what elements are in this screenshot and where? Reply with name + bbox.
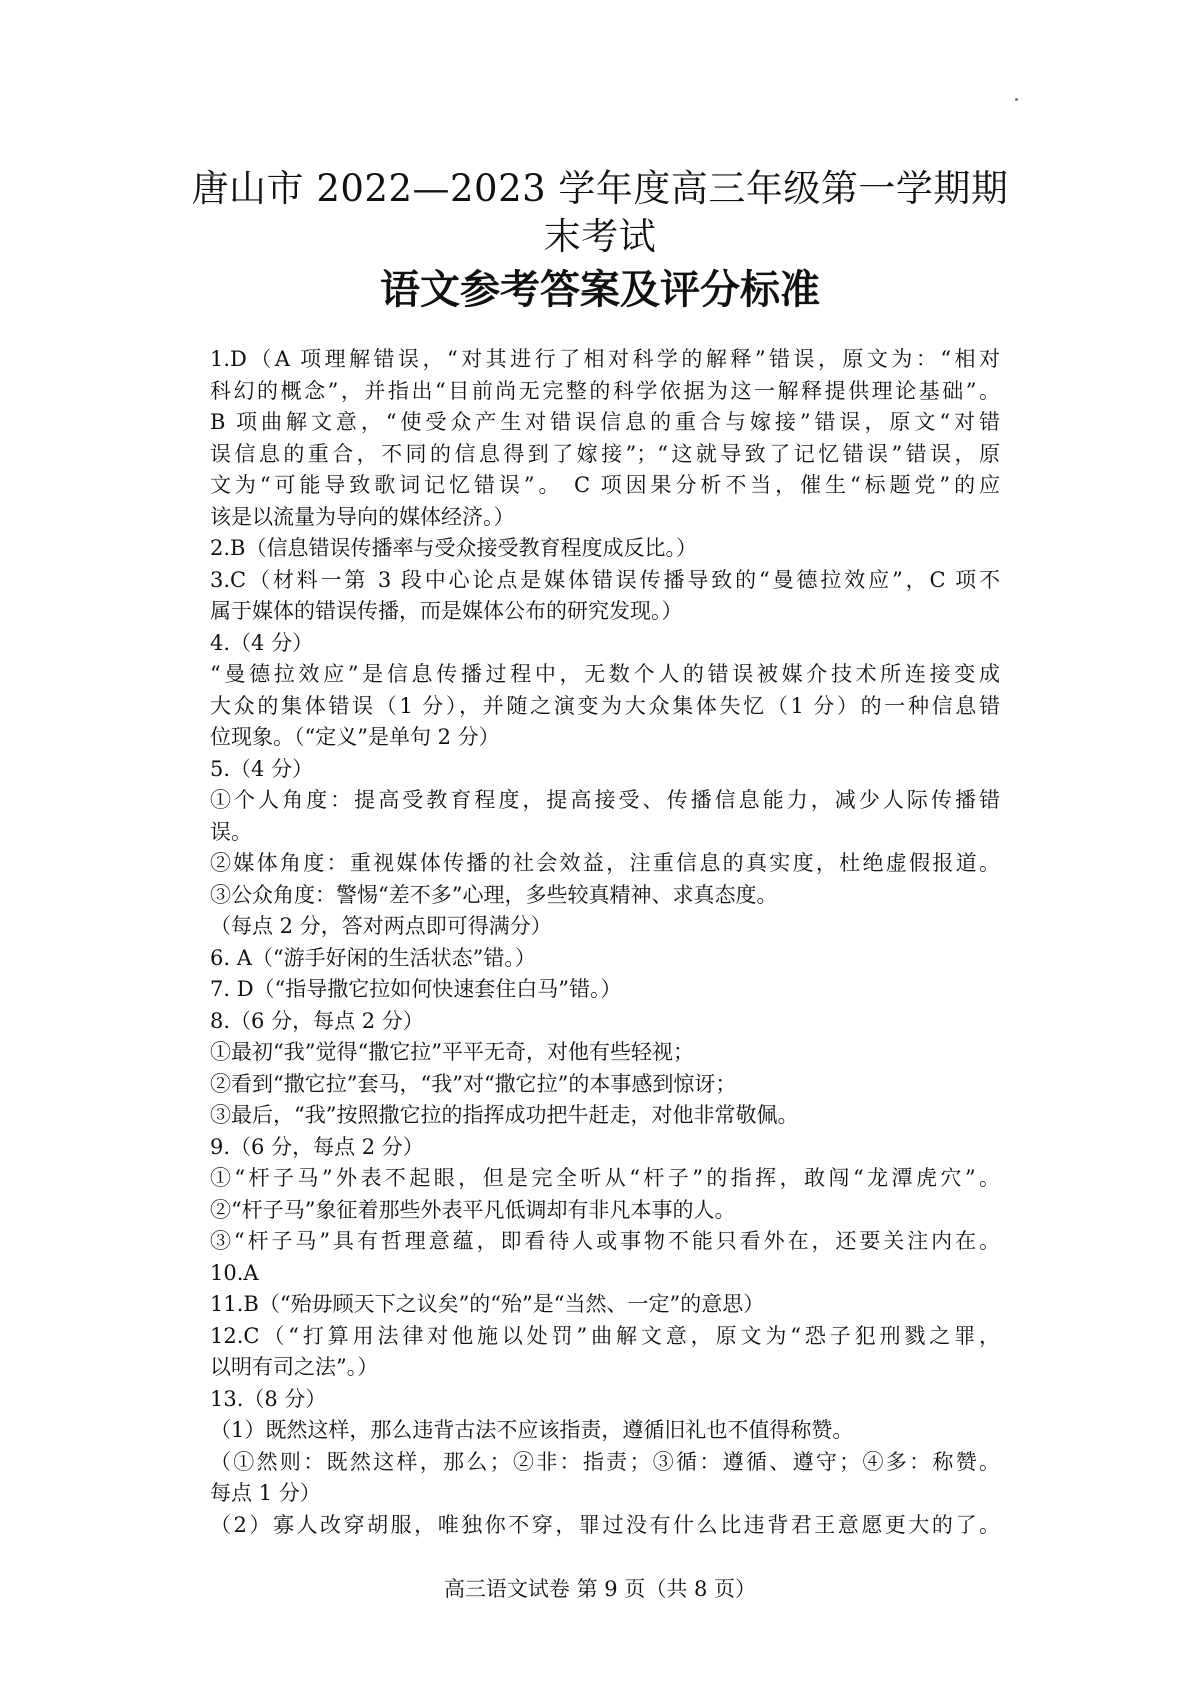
exam-title: 唐山市 2022—2023 学年度高三年级第一学期期末考试	[191, 167, 1009, 258]
answer-line: ③“杆子马”具有哲理意蕴，即看待人或事物不能只看外在，还要关注内在。	[210, 1229, 1000, 1253]
answer-line: ③公众角度：警惕“差不多”心理，多些较真精神、求真态度。	[210, 882, 778, 907]
answer-line: B 项曲解文意，“使受众产生对错误信息的重合与嫁接”错误，原文“对错	[210, 410, 1000, 434]
answer-line: 科幻的概念”，并指出“目前尚无完整的科学依据为这一解释提供理论基础”。	[210, 378, 1000, 403]
answer-line: ①个人角度：提高受教育程度，提高接受、传播信息能力，减少人际传播错	[210, 788, 1000, 812]
answer-line: 该是以流量为导向的媒体经济。）	[210, 504, 515, 529]
answer-line: 12.C（“打算用法律对他施以处罚”曲解文意，原文为“恐子犯刑戮之罪，	[210, 1323, 1000, 1348]
answer-line: 9.（6 分，每点 2 分）	[210, 1134, 424, 1159]
answer-line: “曼德拉效应”是信息传播过程中，无数个人的错误被媒介技术所连接变成	[210, 662, 1000, 686]
scan-speck	[1015, 98, 1018, 101]
answer-line: 2.B（信息错误传播率与受众接受教育程度成反比。）	[210, 536, 697, 560]
answer-line: 1.D（A 项理解错误，“对其进行了相对科学的解释”错误，原文为：“相对	[210, 347, 1000, 371]
answer-line: 7. D（“指导撒它拉如何快速套住白马”错。）	[210, 977, 622, 1001]
answer-line: ②媒体角度：重视媒体传播的社会效益，注重信息的真实度，杜绝虚假报道。	[210, 851, 1000, 875]
answer-line: （每点 2 分，答对两点即可得满分）	[210, 914, 552, 938]
answer-line: 大众的集体错误（1 分），并随之演变为大众集体失忆（1 分）的一种信息错	[210, 693, 1000, 718]
answer-line: 每点 1 分）	[210, 1481, 321, 1505]
answer-line: 10.A	[210, 1260, 259, 1285]
answer-line: 误。	[210, 819, 252, 844]
answer-line: 8.（6 分，每点 2 分）	[210, 1008, 424, 1033]
answer-line: 4.（4 分）	[210, 630, 314, 655]
answer-line: ①最初“我”觉得“撒它拉”平平无奇，对他有些轻视；	[210, 1040, 694, 1064]
answer-line: （2）寡人改穿胡服，唯独你不穿，罪过没有什么比违背君王意愿更大的了。	[210, 1512, 1000, 1537]
answer-line: 误信息的重合，不同的信息得到了嫁接”；“这就导致了记忆错误”错误，原	[210, 441, 1000, 466]
answer-line: ②看到“撒它拉”套马，“我”对“撒它拉”的本事感到惊讶；	[210, 1071, 737, 1096]
answer-line: ②“杆子马”象征着那些外表平凡低调却有非凡本事的人。	[210, 1197, 736, 1222]
answer-line: 位现象。（“定义”是单句 2 分）	[210, 725, 500, 749]
answer-line: 6. A（“游手好闲的生活状态”错。）	[210, 945, 536, 970]
answer-line: （①然则：既然这样，那么；②非：指责；③循：遵循、遵守；④多：称赞。	[210, 1449, 1000, 1474]
answer-line: （1）既然这样，那么违背古法不应该指责，遵循旧礼也不值得称赞。	[210, 1418, 854, 1442]
page-footer: 高三语文试卷 第 9 页（共 8 页）	[443, 1577, 757, 1601]
answer-key-title: 语文参考答案及评分标准	[380, 267, 820, 313]
answer-line: 11.B（“殆毋顾天下之议矣”的“殆”是“当然、一定”的意思）	[210, 1292, 765, 1316]
answer-line: 13.（8 分）	[210, 1386, 327, 1411]
answer-line: 以明有司之法”。）	[210, 1355, 379, 1379]
answer-line: 文为“可能导致歌词记忆错误”。 C 项因果分析不当，催生“标题党”的应	[210, 473, 1000, 497]
answer-line: 3.C（材料一第 3 段中心论点是媒体错误传播导致的“曼德拉效应”，C 项不	[210, 567, 1000, 592]
answer-line: ③最后，“我”按照撒它拉的指挥成功把牛赶走，对他非常敬佩。	[210, 1103, 799, 1127]
answer-body	[210, 344, 1000, 1541]
answer-line: 5.（4 分）	[210, 756, 314, 781]
answer-line: ①“杆子马”外表不起眼，但是完全听从“杆子”的指挥，敢闯“龙潭虎穴”。	[210, 1166, 1000, 1190]
answer-line: 属于媒体的错误传播，而是媒体公布的研究发现。）	[210, 599, 683, 623]
